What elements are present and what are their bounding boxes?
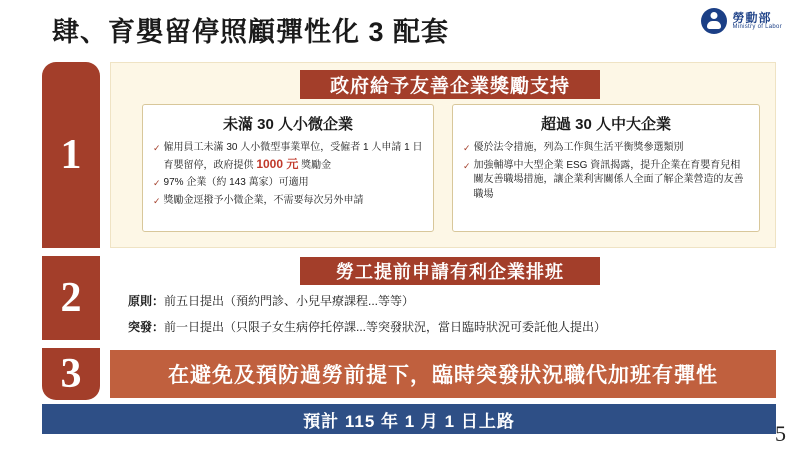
check-icon: ✓ <box>153 143 161 153</box>
section-2-line-2-text: 前一日提出（只限子女生病停托停課...等突發狀況，當日臨時狀況可委託他人提出） <box>164 320 607 334</box>
section-2-header: 勞工提前申請有利企業排班 <box>300 257 600 285</box>
check-icon: ✓ <box>463 143 471 153</box>
check-icon: ✓ <box>463 160 471 171</box>
logo-text <box>733 12 782 31</box>
list-item-text: 僱用員工未滿 30 人小微型事業單位，受僱者 1 人申請 1 日育嬰留停，政府提供 1000 元 獎勵金 <box>163 142 423 171</box>
footer-banner: 預計 115 年 1 月 1 日上路 <box>42 404 776 434</box>
card-title: 超過 30 人中大企業 <box>540 116 672 133</box>
list-item-text: 獎勵金逕撥予小微企業，不需要每次另外申請 <box>163 194 364 206</box>
list-item-text: 優於法令措施，列為工作與生活平衡獎參選類別 <box>473 142 684 153</box>
section-2-line-1-lead: 原則： <box>128 294 165 308</box>
section-number-2: 2 <box>42 256 100 340</box>
ministry-logo <box>701 8 782 34</box>
list-item <box>463 141 749 156</box>
list-item <box>153 141 423 173</box>
section-2-line-1 <box>128 292 414 309</box>
list-item <box>153 194 423 209</box>
check-icon: ✓ <box>153 178 161 188</box>
list-item <box>153 176 423 191</box>
page-title: 肆、育嬰留停照顧彈性化 3 配套 <box>52 17 450 47</box>
section-1-header: 政府給予友善企業獎勵支持 <box>300 70 600 99</box>
check-icon: ✓ <box>153 195 161 206</box>
section-2-line-2 <box>128 318 606 335</box>
card-title: 未滿 30 人小微企業 <box>222 116 354 133</box>
logo-label-cn: 勞動部 <box>732 10 772 25</box>
list-item-text: 97% 企業（約 143 萬家）可適用 <box>163 177 309 188</box>
list-item <box>463 159 749 203</box>
ministry-emblem-icon <box>701 8 727 34</box>
list-item-text: 加強輔導中大型企業 ESG 資訊揭露，提升企業在育嬰育兒相關友善職場措施，讓企業利害關係人全面了解企業營造的友善職場 <box>473 159 744 200</box>
page-number: 5 <box>775 421 786 446</box>
card-small-enterprise <box>142 104 434 232</box>
logo-label-en: Ministry of Labor <box>732 24 782 31</box>
section-2-line-2-lead: 突發： <box>128 320 165 334</box>
section-number-1: 1 <box>42 62 100 248</box>
section-number-3: 3 <box>42 348 100 400</box>
section-3-header: 在避免及預防過勞前提下，臨時突發狀況職代加班有彈性 <box>110 350 776 398</box>
section-2-line-1-text: 前五日提出（預約門診、小兒早療課程...等等） <box>164 294 415 308</box>
card-large-enterprise <box>452 104 760 232</box>
